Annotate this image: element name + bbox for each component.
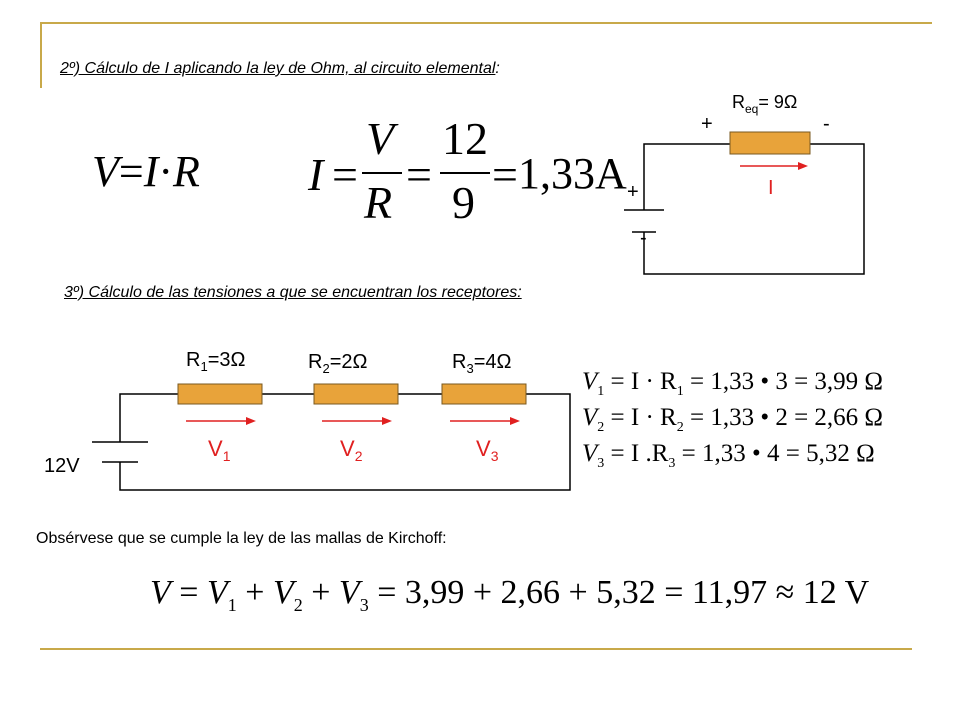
voltage-equations	[582, 368, 954, 476]
circuit2-resistor-r1	[178, 384, 262, 404]
kf-s3: 3	[359, 594, 369, 615]
kf-v1: V	[206, 574, 228, 611]
circuit2-arrowhead-v1	[246, 417, 256, 425]
veq3-expr: = I .R	[610, 440, 669, 467]
section2-heading-text: 2º) Cálculo de I aplicando la ley de Ohm, al circuito elemental	[60, 60, 496, 77]
veq3-sub: 3	[597, 456, 605, 471]
circuit2-r3-label: $R_3=4\Omega$	[452, 351, 512, 376]
cf-result: 1,33A	[518, 149, 627, 198]
veq2-rest: = 1,33 • 2 = 2,66 Ω	[689, 404, 883, 431]
ohm-dot: ·	[158, 147, 174, 196]
cf-i: I	[308, 149, 324, 200]
cf-eq3: =	[492, 149, 518, 200]
circuit2-resistor-r2	[314, 384, 398, 404]
kirchhoff-note: Obsérvese que se cumple la ley de las mallas de Kirchoff:	[36, 530, 447, 547]
cf-fraction-bar1	[362, 172, 402, 174]
circuit1-arrowhead	[798, 162, 808, 170]
kf-s1: 1	[227, 594, 237, 615]
ohm-r: R	[173, 147, 200, 196]
left-rule	[40, 22, 42, 88]
kf-plus2: +	[311, 574, 331, 611]
kf-eq: =	[179, 574, 199, 611]
circuit2-r1-label: $R_1=3\Omega$	[186, 349, 246, 374]
circuit1-resistor	[730, 132, 810, 154]
section2-heading-colon: :	[495, 60, 500, 77]
veq3-v: V	[582, 440, 598, 467]
circuit2-resistor-r3	[442, 384, 526, 404]
veq3-rest: = 1,33 • 4 = 5,32 Ω	[681, 440, 875, 467]
kf-v2: V	[272, 574, 294, 611]
cf-fraction-bar2	[440, 172, 490, 174]
circuit1	[600, 86, 880, 286]
circuit1-wire	[644, 144, 730, 210]
cf-num1: V	[366, 113, 395, 164]
circuit1-resistor-label: $R_{eq}= 9\Omega$	[732, 92, 798, 116]
ohm-formula	[92, 146, 200, 197]
bottom-rule	[40, 648, 912, 650]
cf-den2: 9	[452, 177, 475, 228]
circuit2-r2-label: $R_2=2\Omega$	[308, 351, 368, 376]
kf-v3: V	[338, 574, 360, 611]
ohm-i: I	[143, 147, 159, 196]
veq1-rest: = 1,33 • 3 = 3,99 Ω	[689, 368, 883, 395]
top-rule	[40, 22, 932, 24]
current-formula	[308, 113, 627, 228]
veq1-expr: = I · R	[610, 368, 677, 395]
circuit1-plus-resistor: +	[701, 113, 713, 135]
circuit2-arrowhead-v2	[382, 417, 392, 425]
circuit2-v2-label: $V_2$	[340, 436, 363, 464]
circuit1-minus-resistor: -	[823, 113, 830, 135]
circuit1-plus-battery: +	[627, 181, 639, 203]
cf-den1: R	[364, 177, 393, 228]
voltage-equation-3	[582, 440, 954, 476]
circuit2-wire-top	[120, 394, 178, 442]
kirchhoff-equation	[150, 574, 869, 616]
veq2-expr: = I · R	[610, 404, 677, 431]
circuit2-v3-label: $V_3$	[476, 436, 499, 464]
veq2-sub: 2	[597, 420, 605, 435]
veq1-v: V	[582, 368, 598, 395]
veq2-v: V	[582, 404, 598, 431]
circuit1-minus-battery: -	[640, 227, 647, 249]
kf-s2: 2	[293, 594, 303, 615]
circuit1-current-label: I	[768, 177, 774, 199]
voltage-equation-2	[582, 404, 954, 440]
kf-rest: = 3,99 + 2,66 + 5,32 = 11,97 ≈ 12 V	[377, 574, 870, 611]
cf-eq1: =	[332, 149, 358, 200]
voltage-equation-1	[582, 368, 954, 404]
circuit2-v1-label: $V_1$	[208, 436, 231, 464]
veq1-rsub: 1	[676, 384, 684, 399]
circuit2-arrowhead-v3	[510, 417, 520, 425]
veq1-sub: 1	[597, 384, 605, 399]
circuit2	[36, 340, 596, 510]
cf-num2: 12	[442, 113, 488, 164]
circuit1-wire-right	[644, 144, 864, 274]
veq3-rsub: 3	[668, 456, 676, 471]
kf-plus1: +	[245, 574, 265, 611]
kf-v: V	[150, 574, 171, 611]
veq2-rsub: 2	[676, 420, 684, 435]
ohm-eq: =	[118, 147, 144, 196]
section2-heading	[60, 60, 500, 78]
circuit2-source-label: 12V	[44, 455, 80, 477]
ohm-v: V	[92, 147, 119, 196]
section3-heading: 3º) Cálculo de las tensiones a que se encuentran los receptores:	[64, 284, 522, 301]
cf-eq2: =	[406, 149, 432, 200]
